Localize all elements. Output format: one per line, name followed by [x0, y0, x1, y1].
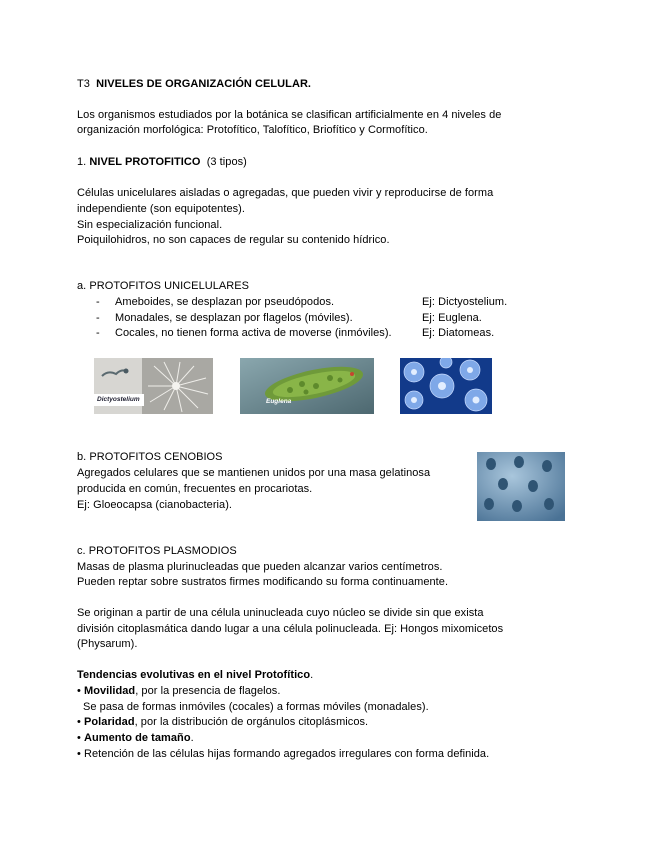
paragraph-line: Células unicelulares aisladas o agregadas, que pueden vivir y reproducirse de forma: [77, 187, 494, 199]
intro-line: Los organismos estudiados por la botánica se clasifican artificialmente en 4 niveles de: [77, 109, 502, 121]
bullet-subline: Se pasa de formas inmóviles (cocales) a formas móviles (monadales).: [83, 701, 429, 713]
paragraph-line: Poiquilohidros, no son capaces de regular su contenido hídrico.: [77, 234, 390, 246]
gloeocapsa-photo: [477, 452, 565, 521]
bullet-text: Retención de las células hijas formando agregados irregulares con forma definida.: [84, 748, 490, 760]
bullet-item: [77, 747, 489, 762]
subsection-title: b. PROTOFITOS CENOBIOS: [77, 451, 223, 463]
list-item-example: Ej: Diatomeas.: [422, 327, 495, 339]
tendencias-title: Tendencias evolutivas en el nivel Protofítico: [77, 669, 311, 681]
bullet-item: [77, 684, 280, 699]
paragraph-line: Se originan a partir de una célula uninucleada cuyo núcleo se divide sin que exista: [77, 607, 484, 619]
bullet: •: [77, 716, 81, 728]
bullet-item: [77, 731, 194, 746]
section-number: 1.: [77, 156, 87, 168]
bullet-text: , por la distribución de orgánulos citoplásmicos.: [134, 716, 369, 728]
tendencias-heading: [77, 668, 313, 683]
bullet-bold: Polaridad: [84, 716, 135, 728]
list-dash: -: [96, 312, 100, 324]
title-text: NIVELES DE ORGANIZACIÓN CELULAR.: [96, 78, 312, 90]
bullet-bold: Movilidad: [84, 685, 136, 697]
bullet-item: [77, 715, 368, 730]
subsection-title: a. PROTOFITOS UNICELULARES: [77, 280, 250, 292]
tendencias-title-end: .: [310, 669, 314, 681]
paragraph-line: (Physarum).: [77, 638, 138, 650]
paragraph-line: independiente (son equipotentes).: [77, 203, 245, 215]
intro-line: organización morfológica: Protofítico, Talofítico, Briofítico y Cormofítico.: [77, 124, 428, 136]
list-item-example: Ej: Euglena.: [422, 312, 482, 324]
bullet-text: .: [190, 732, 194, 744]
bullet: •: [77, 685, 81, 697]
paragraph-line: producida en común, frecuentes en procariotas.: [77, 483, 313, 495]
paragraph-line: Agregados celulares que se mantienen unidos por una masa gelatinosa: [77, 467, 431, 479]
paragraph-line: Ej: Gloeocapsa (cianobacteria).: [77, 499, 233, 511]
bullet-bold: Aumento de tamaño: [84, 732, 191, 744]
section-note: (3 tipos): [206, 156, 247, 168]
dictyostelium-photo: [94, 358, 213, 414]
title-prefix: T3: [77, 78, 90, 90]
list-dash: -: [96, 327, 100, 339]
subsection-title: c. PROTOFITOS PLASMODIOS: [77, 545, 237, 557]
image-caption: Dictyostelium: [97, 396, 140, 403]
list-item: Cocales, no tienen forma activa de moverse (inmóviles).: [115, 327, 392, 339]
euglena-photo: [240, 358, 374, 414]
paragraph-line: Masas de plasma plurinucleadas que pueden alcanzar varios centímetros.: [77, 561, 443, 573]
list-item: Ameboides, se desplazan por pseudópodos.: [115, 296, 335, 308]
bullet-text: , por la presencia de flagelos.: [135, 685, 281, 697]
diatom-photo: [400, 358, 492, 414]
bullet: •: [77, 732, 81, 744]
page-title: [77, 77, 311, 92]
image-caption: Euglena: [266, 398, 292, 405]
list-dash: -: [96, 296, 100, 308]
paragraph-line: Sin especialización funcional.: [77, 219, 223, 231]
list-item-example: Ej: Dictyostelium.: [422, 296, 508, 308]
paragraph-line: Pueden reptar sobre sustratos firmes modificando su forma continuamente.: [77, 576, 449, 588]
section-title: NIVEL PROTOFITICO: [89, 156, 201, 168]
bullet: •: [77, 748, 81, 760]
paragraph-line: división citoplasmática dando lugar a una célula polinucleada. Ej: Hongos mixomicetos: [77, 623, 504, 635]
list-item: Monadales, se desplazan por flagelos (móviles).: [115, 312, 353, 324]
section-heading: [77, 155, 247, 170]
